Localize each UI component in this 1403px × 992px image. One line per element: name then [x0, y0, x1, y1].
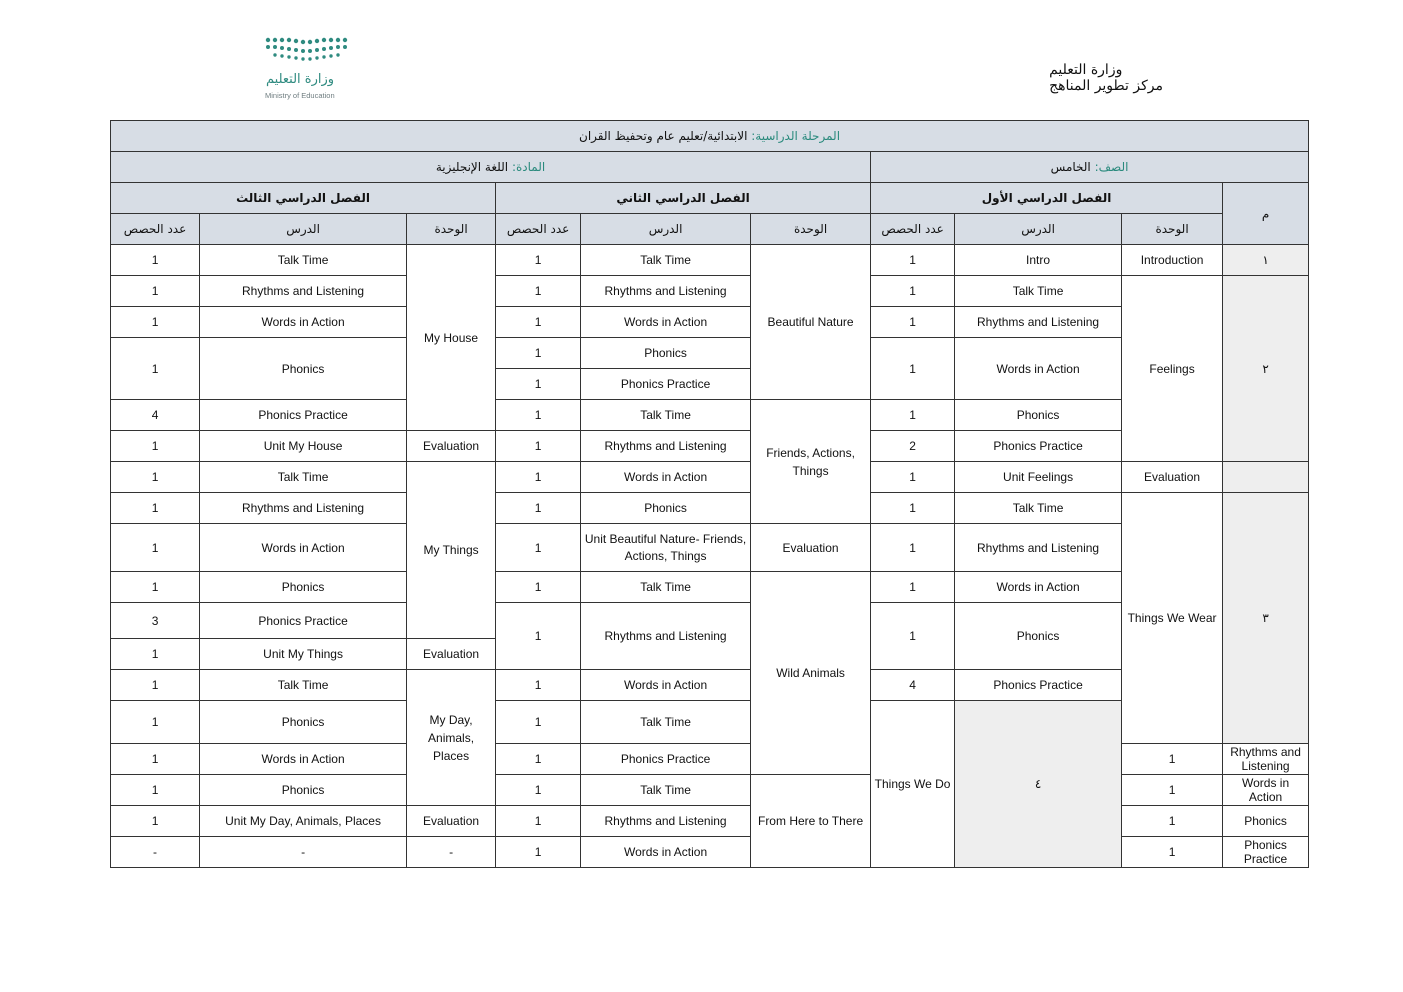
m-cell-empty — [1223, 462, 1309, 493]
term3-lesson: Phonics — [200, 572, 407, 603]
term3-lesson: Unit My House — [200, 431, 407, 462]
term1-unit: Introduction — [1122, 245, 1223, 276]
subject-row — [111, 152, 871, 183]
term1-lesson: Rhythms and Listening — [1223, 744, 1309, 775]
term2-lesson: Phonics Practice — [581, 369, 751, 400]
term1-lesson-col: الدرس — [955, 214, 1122, 245]
grade-row — [871, 152, 1309, 183]
term3-lesson: Talk Time — [200, 245, 407, 276]
term2-periods: 1 — [496, 431, 581, 462]
term3-lesson: Talk Time — [200, 670, 407, 701]
m-cell: ٢ — [1223, 276, 1309, 462]
term1-periods: 4 — [871, 670, 955, 701]
term2-lesson: Phonics — [581, 493, 751, 524]
ministry-heading — [1049, 62, 1163, 94]
term1-periods: 2 — [871, 431, 955, 462]
term2-periods: 1 — [496, 603, 581, 670]
term2-lesson: Unit Beautiful Nature- Friends, Actions, Things — [581, 524, 751, 572]
term3-unit: - — [407, 837, 496, 868]
logo-dots-icon — [262, 34, 354, 70]
term3-unit: My House — [407, 245, 496, 431]
term1-periods: 1 — [496, 701, 581, 744]
stage-label: المرحلة الدراسية: — [751, 129, 841, 143]
term1-periods: 1 — [871, 462, 955, 493]
term2-lesson: Phonics — [581, 338, 751, 369]
term2-unit-col: الوحدة — [751, 214, 871, 245]
term2-lesson: Words in Action — [581, 307, 751, 338]
ministry-line-2: مركز تطوير المناهج — [1049, 78, 1163, 94]
logo-arabic-text: وزارة التعليم — [266, 72, 335, 87]
term1-header: الفصل الدراسي الأول — [871, 183, 1223, 214]
term3-periods-col: عدد الحصص — [111, 214, 200, 245]
term1-periods: 1 — [1122, 837, 1223, 868]
term1-unit: Things We Do — [871, 701, 955, 868]
term3-unit: Evaluation — [407, 806, 496, 837]
term3-header: الفصل الدراسي الثالث — [111, 183, 496, 214]
term2-lesson: Rhythms and Listening — [581, 276, 751, 307]
term3-periods: 1 — [111, 572, 200, 603]
term2-periods: 1 — [496, 524, 581, 572]
term1-periods: 1 — [871, 572, 955, 603]
term3-lesson: Unit My Things — [200, 639, 407, 670]
term3-periods: 1 — [111, 670, 200, 701]
term2-periods: 1 — [496, 806, 581, 837]
term3-periods: - — [111, 837, 200, 868]
term1-unit: Feelings — [1122, 276, 1223, 462]
term3-periods: 1 — [111, 744, 200, 775]
term3-periods: 1 — [111, 806, 200, 837]
term3-periods: 1 — [111, 431, 200, 462]
term2-periods: 1 — [496, 307, 581, 338]
term1-lesson: Phonics — [1223, 806, 1309, 837]
term1-periods: 1 — [871, 338, 955, 400]
term2-periods: 1 — [496, 744, 581, 775]
term2-lesson: Words in Action — [581, 837, 751, 868]
curriculum-table — [110, 120, 1309, 868]
term3-lesson: Words in Action — [200, 744, 407, 775]
term2-periods: 1 — [496, 369, 581, 400]
term3-lesson: Phonics — [200, 775, 407, 806]
term3-lesson: Phonics Practice — [200, 603, 407, 639]
term3-unit-col: الوحدة — [407, 214, 496, 245]
term2-periods: 1 — [111, 701, 200, 744]
term2-lesson: Rhythms and Listening — [581, 431, 751, 462]
grade-label: الصف: — [1094, 160, 1129, 174]
term1-lesson: Rhythms and Listening — [955, 307, 1122, 338]
term3-lesson: Phonics — [200, 338, 407, 400]
term3-periods: 1 — [111, 462, 200, 493]
term3-periods: 4 — [111, 400, 200, 431]
grade-value: الخامس — [1050, 160, 1091, 174]
ministry-logo — [262, 34, 354, 104]
term3-lesson: Rhythms and Listening — [200, 493, 407, 524]
term2-lesson: Words in Action — [581, 462, 751, 493]
term3-lesson-col: الدرس — [200, 214, 407, 245]
term2-periods: 1 — [496, 775, 581, 806]
term1-lesson: Talk Time — [581, 701, 751, 744]
term3-lesson: - — [200, 837, 407, 868]
term1-unit: Things We Wear — [1122, 493, 1223, 744]
term3-periods: 1 — [111, 338, 200, 400]
term2-periods: 1 — [496, 276, 581, 307]
term1-periods: 1 — [1122, 744, 1223, 775]
term3-lesson: Words in Action — [200, 307, 407, 338]
term1-lesson: Phonics Practice — [1223, 837, 1309, 868]
term3-unit: My Things — [407, 462, 496, 639]
term1-periods: 1 — [871, 245, 955, 276]
term2-periods: 1 — [496, 837, 581, 868]
term2-periods: 1 — [496, 572, 581, 603]
logo-english-text: Ministry of Education — [265, 91, 335, 100]
term1-lesson: Talk Time — [955, 276, 1122, 307]
term3-lesson: Phonics Practice — [200, 400, 407, 431]
subject-label: المادة: — [511, 160, 546, 174]
term2-lesson: Words in Action — [581, 670, 751, 701]
term3-periods: 3 — [111, 603, 200, 639]
m-header: م — [1223, 183, 1309, 245]
term1-lesson: Phonics — [955, 603, 1122, 670]
term1-periods: 1 — [871, 400, 955, 431]
term1-periods: 1 — [871, 524, 955, 572]
term3-lesson: Talk Time — [200, 462, 407, 493]
term3-periods: 1 — [111, 524, 200, 572]
term3-periods: 1 — [111, 276, 200, 307]
m-cell: ١ — [1223, 245, 1309, 276]
term1-periods: 1 — [871, 603, 955, 670]
term3-lesson: Unit My Day, Animals, Places — [200, 806, 407, 837]
term2-lesson: Talk Time — [581, 775, 751, 806]
term2-lesson: Rhythms and Listening — [581, 806, 751, 837]
term2-unit: Evaluation — [751, 524, 871, 572]
term1-periods: 1 — [871, 276, 955, 307]
term1-lesson: Words in Action — [955, 572, 1122, 603]
term1-lesson: Phonics Practice — [955, 431, 1122, 462]
term2-periods: 1 — [496, 670, 581, 701]
term3-periods: 1 — [111, 245, 200, 276]
term3-lesson: Rhythms and Listening — [200, 276, 407, 307]
term2-periods-col: عدد الحصص — [496, 214, 581, 245]
term1-lesson: Phonics Practice — [955, 670, 1122, 701]
term1-periods-col: عدد الحصص — [871, 214, 955, 245]
term2-lesson: Talk Time — [581, 572, 751, 603]
term1-periods: 1 — [871, 307, 955, 338]
term3-periods: 1 — [111, 639, 200, 670]
term1-lesson: Talk Time — [955, 493, 1122, 524]
term2-periods: 1 — [496, 462, 581, 493]
term1-unit: Evaluation — [1122, 462, 1223, 493]
term2-lesson: Phonics — [200, 701, 407, 744]
subject-value: اللغة الإنجليزية — [435, 160, 509, 174]
term3-periods: 1 — [111, 307, 200, 338]
term2-lesson: Phonics Practice — [581, 744, 751, 775]
term2-header: الفصل الدراسي الثاني — [496, 183, 871, 214]
term2-unit: Friends, Actions, Things — [751, 400, 871, 524]
stage-row — [111, 121, 1309, 152]
m-cell: ٣ — [1223, 493, 1309, 744]
stage-value: الابتدائية/تعليم عام وتحفيظ القران — [579, 129, 748, 143]
term1-periods: 1 — [871, 493, 955, 524]
term3-unit: Evaluation — [407, 639, 496, 670]
term2-lesson: Rhythms and Listening — [581, 603, 751, 670]
term3-periods: 1 — [111, 775, 200, 806]
term2-unit: Wild Animals — [751, 572, 871, 775]
term3-periods: 1 — [111, 493, 200, 524]
term2-lesson: Talk Time — [581, 400, 751, 431]
term1-periods: 1 — [1122, 775, 1223, 806]
term3-lesson: Words in Action — [200, 524, 407, 572]
term1-lesson: Phonics — [955, 400, 1122, 431]
term1-lesson: Intro — [955, 245, 1122, 276]
term2-unit: From Here to There — [751, 775, 871, 868]
term3-unit: Evaluation — [407, 431, 496, 462]
term1-lesson: Words in Action — [1223, 775, 1309, 806]
term2-lesson: Talk Time — [581, 245, 751, 276]
term1-lesson: Words in Action — [955, 338, 1122, 400]
term1-periods: 1 — [1122, 806, 1223, 837]
term2-unit: Beautiful Nature — [751, 245, 871, 400]
term2-periods: 1 — [496, 400, 581, 431]
term2-lesson-col: الدرس — [581, 214, 751, 245]
term1-unit-col: الوحدة — [1122, 214, 1223, 245]
term2-periods: 1 — [496, 245, 581, 276]
term1-lesson: Rhythms and Listening — [955, 524, 1122, 572]
m-cell: ٤ — [955, 701, 1122, 868]
term3-unit: My Day, Animals, Places — [407, 670, 496, 806]
term2-periods: 1 — [496, 493, 581, 524]
term1-lesson: Unit Feelings — [955, 462, 1122, 493]
ministry-line-1: وزارة التعليم — [1049, 62, 1123, 78]
term2-periods: 1 — [496, 338, 581, 369]
